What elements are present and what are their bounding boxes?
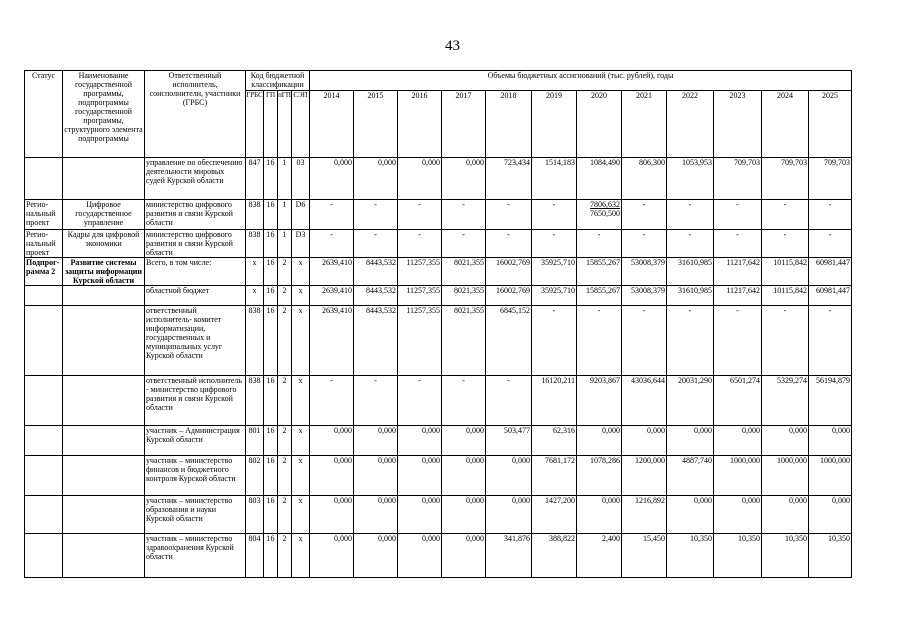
value-cell: 723,434 [486, 158, 532, 200]
pgp-cell: 2 [278, 376, 292, 426]
executor-cell: управление по обеспечению деятельности мировых судей Курской области [145, 158, 246, 200]
value-cell: 4887,740 [667, 456, 714, 496]
name-cell: Развитие системы защиты информации Курской области [63, 258, 145, 286]
table-row [25, 230, 852, 258]
value-cell: - [714, 230, 762, 258]
value-cell: 0,000 [354, 426, 398, 456]
status-cell [25, 496, 63, 534]
value-cell: 10,350 [809, 534, 852, 578]
value-cell: 43036,644 [622, 376, 667, 426]
header-year: 2021 [622, 91, 667, 158]
value-cell: - [809, 306, 852, 376]
value-cell: 0,000 [398, 496, 442, 534]
value-cell: 1216,892 [622, 496, 667, 534]
value-cell: 0,000 [577, 496, 622, 534]
status-cell [25, 286, 63, 306]
value-cell: - [442, 230, 486, 258]
value-cell: - [762, 306, 809, 376]
sep-cell: D3 [292, 230, 310, 258]
value-cell: 9203,867 [577, 376, 622, 426]
value-cell: 806,300 [622, 158, 667, 200]
value-cell: 0,000 [354, 158, 398, 200]
value-cell: - [667, 230, 714, 258]
value-cell: 60981,447 [809, 286, 852, 306]
value-cell: - [667, 306, 714, 376]
header-year: 2019 [532, 91, 577, 158]
value-cell: 1000,000 [762, 456, 809, 496]
value-cell: 0,000 [809, 496, 852, 534]
value-cell: - [762, 230, 809, 258]
name-cell [63, 376, 145, 426]
header-status: Статус [25, 71, 63, 158]
value-cell: - [310, 200, 354, 230]
value-cell: - [667, 200, 714, 230]
value-cell: 11257,355 [398, 258, 442, 286]
value-cell: - [486, 376, 532, 426]
value-cell: 0,000 [714, 426, 762, 456]
header-executor: Ответственный исполнитель, соисполнители, участники (ГРБС) [145, 71, 246, 158]
status-cell: Подпрог-рамма 2 [25, 258, 63, 286]
header-gp: ГП [264, 91, 278, 158]
sep-cell: D6 [292, 200, 310, 230]
value-cell: 10,350 [714, 534, 762, 578]
value-cell: - [622, 306, 667, 376]
value-cell: 31610,985 [667, 286, 714, 306]
sep-cell: х [292, 496, 310, 534]
value-cell: 0,000 [667, 426, 714, 456]
value-cell: - [442, 376, 486, 426]
value-cell: - [532, 200, 577, 230]
sep-cell: 03 [292, 158, 310, 200]
executor-cell: министерство цифрового развития и связи Курской области [145, 200, 246, 230]
value-cell: 16002,769 [486, 258, 532, 286]
name-cell [63, 286, 145, 306]
header-grbs: ГРБС [246, 91, 264, 158]
value-cell: 0,000 [398, 158, 442, 200]
value-cell: 10115,842 [762, 286, 809, 306]
value-cell: 1427,200 [532, 496, 577, 534]
header-year: 2016 [398, 91, 442, 158]
pgp-cell: 1 [278, 200, 292, 230]
page-number: 43 [445, 38, 460, 54]
value-cell: 2639,410 [310, 306, 354, 376]
value-cell: 0,000 [398, 426, 442, 456]
gp-cell: 16 [264, 286, 278, 306]
gp-cell: 16 [264, 376, 278, 426]
executor-cell: ответственный исполнитель - министерство цифрового развития и связи Курской области [145, 376, 246, 426]
grbs-cell: 838 [246, 376, 264, 426]
value-cell: 11257,355 [398, 286, 442, 306]
value-cell: 10,350 [762, 534, 809, 578]
value-cell: 503,477 [486, 426, 532, 456]
value-cell: - [714, 306, 762, 376]
status-cell [25, 456, 63, 496]
value-cell: 8021,355 [442, 306, 486, 376]
name-cell [63, 534, 145, 578]
value-cell: 5329,274 [762, 376, 809, 426]
value-cell: 0,000 [622, 426, 667, 456]
value-cell: 15855,267 [577, 258, 622, 286]
value-cell: 60981,447 [809, 258, 852, 286]
status-cell [25, 534, 63, 578]
value-cell: 0,000 [354, 456, 398, 496]
value-cell: 0,000 [354, 534, 398, 578]
value-cell: 0,000 [442, 534, 486, 578]
value-cell: 8443,532 [354, 286, 398, 306]
value-cell: 0,000 [762, 426, 809, 456]
value-cell: 0,000 [486, 496, 532, 534]
pgp-cell: 2 [278, 306, 292, 376]
table-row [25, 286, 852, 306]
name-cell [63, 426, 145, 456]
value-cell: - [486, 230, 532, 258]
value-cell: 56194,879 [809, 376, 852, 426]
value-cell: 341,876 [486, 534, 532, 578]
grbs-cell: 838 [246, 200, 264, 230]
value-cell: 0,000 [442, 456, 486, 496]
value-cell: - [622, 200, 667, 230]
status-cell: Регио-нальный проект [25, 200, 63, 230]
value-cell: 31610,985 [667, 258, 714, 286]
status-cell [25, 306, 63, 376]
value-2020-bottom: 7650,500 [590, 209, 620, 218]
gp-cell: 16 [264, 456, 278, 496]
value-cell: - [532, 306, 577, 376]
table-row [25, 200, 852, 230]
value-cell: 35925,710 [532, 258, 577, 286]
gp-cell: 16 [264, 230, 278, 258]
value-cell: - [398, 376, 442, 426]
status-cell [25, 376, 63, 426]
value-cell: 0,000 [442, 496, 486, 534]
pgp-cell: 1 [278, 158, 292, 200]
header-year: 2024 [762, 91, 809, 158]
executor-cell: Всего, в том числе: [145, 258, 246, 286]
value-cell: 1053,953 [667, 158, 714, 200]
pgp-cell: 2 [278, 496, 292, 534]
header-year: 2023 [714, 91, 762, 158]
value-cell: 0,000 [310, 456, 354, 496]
value-cell: 1000,000 [714, 456, 762, 496]
grbs-cell: 847 [246, 158, 264, 200]
gp-cell: 16 [264, 426, 278, 456]
executor-cell: участник – Администрация Курской области [145, 426, 246, 456]
value-cell: - [398, 200, 442, 230]
grbs-cell: х [246, 286, 264, 306]
table-row [25, 258, 852, 286]
grbs-cell: 803 [246, 496, 264, 534]
header-sep: СЭП [292, 91, 310, 158]
value-cell: 62,316 [532, 426, 577, 456]
header-year: 2015 [354, 91, 398, 158]
table-row [25, 534, 852, 578]
sep-cell: х [292, 258, 310, 286]
pgp-cell: 1 [278, 230, 292, 258]
pgp-cell: 2 [278, 426, 292, 456]
sep-cell: х [292, 376, 310, 426]
value-cell: 35925,710 [532, 286, 577, 306]
value-cell: 2639,410 [310, 258, 354, 286]
value-cell: 16120,211 [532, 376, 577, 426]
value-cell: 388,822 [532, 534, 577, 578]
sep-cell: х [292, 456, 310, 496]
value-cell: 8443,532 [354, 306, 398, 376]
executor-cell: министерство цифрового развития и связи Курской области [145, 230, 246, 258]
budget-table [24, 70, 852, 578]
value-cell: 0,000 [354, 496, 398, 534]
grbs-cell: 801 [246, 426, 264, 456]
table-row [25, 158, 852, 200]
value-cell: 11217,642 [714, 286, 762, 306]
value-cell: 0,000 [667, 496, 714, 534]
pgp-cell: 2 [278, 258, 292, 286]
value-cell: 15,450 [622, 534, 667, 578]
value-cell: - [398, 230, 442, 258]
value-cell: 0,000 [809, 426, 852, 456]
value-cell: 0,000 [310, 496, 354, 534]
value-cell: - [486, 200, 532, 230]
header-pgp: пГП [278, 91, 292, 158]
value-cell: 7681,172 [532, 456, 577, 496]
name-cell [63, 456, 145, 496]
executor-cell: участник – министерство образования и науки Курской области [145, 496, 246, 534]
value-cell: 1000,000 [809, 456, 852, 496]
value-cell: 709,703 [714, 158, 762, 200]
pgp-cell: 2 [278, 534, 292, 578]
value-cell: - [622, 230, 667, 258]
value-cell: 0,000 [310, 158, 354, 200]
header-year: 2014 [310, 91, 354, 158]
value-cell: 1514,183 [532, 158, 577, 200]
gp-cell: 16 [264, 258, 278, 286]
value-cell: 8443,532 [354, 258, 398, 286]
value-cell: 1084,490 [577, 158, 622, 200]
sep-cell: х [292, 534, 310, 578]
value-cell: - [354, 376, 398, 426]
name-cell [63, 158, 145, 200]
value-cell: - [354, 230, 398, 258]
value-cell: - [532, 230, 577, 258]
gp-cell: 16 [264, 158, 278, 200]
value-cell: 709,703 [809, 158, 852, 200]
header-year: 2018 [486, 91, 532, 158]
value-cell: 53008,379 [622, 286, 667, 306]
value-cell: 0,000 [442, 426, 486, 456]
value-cell: 6845,152 [486, 306, 532, 376]
value-cell: 8021,355 [442, 258, 486, 286]
value-cell: - [809, 200, 852, 230]
grbs-cell: 802 [246, 456, 264, 496]
table-row [25, 496, 852, 534]
value-cell: 0,000 [486, 456, 532, 496]
status-cell [25, 426, 63, 456]
name-cell: Кадры для цифровой экономики [63, 230, 145, 258]
value-2020-top: 7806,632 [590, 200, 620, 209]
value-cell: 0,000 [310, 534, 354, 578]
table-row [25, 456, 852, 496]
grbs-cell: 804 [246, 534, 264, 578]
grbs-cell: х [246, 258, 264, 286]
value-cell: 709,703 [762, 158, 809, 200]
executor-cell: участник – министерство финансов и бюджетного контроля Курской области [145, 456, 246, 496]
header-name: Наименование государственной программы, подпрограммы государственной программы, структурного элемента подпрограммы [63, 71, 145, 158]
value-cell: - [714, 200, 762, 230]
table-row [25, 376, 852, 426]
value-cell: 8021,355 [442, 286, 486, 306]
value-cell: 1200,000 [622, 456, 667, 496]
executor-cell: областной бюджет [145, 286, 246, 306]
value-cell: 10,350 [667, 534, 714, 578]
header-year: 2017 [442, 91, 486, 158]
table-row [25, 426, 852, 456]
value-cell: 0,000 [442, 158, 486, 200]
value-cell: - [354, 200, 398, 230]
value-cell: 0,000 [398, 534, 442, 578]
gp-cell: 16 [264, 496, 278, 534]
gp-cell: 16 [264, 306, 278, 376]
pgp-cell: 2 [278, 286, 292, 306]
value-cell: - [577, 306, 622, 376]
status-cell: Регио-нальный проект [25, 230, 63, 258]
sep-cell: х [292, 306, 310, 376]
header-volumes: Объемы бюджетных ассигнований (тыс. рублей), годы [310, 71, 852, 91]
sep-cell: х [292, 426, 310, 456]
executor-cell: ответственный исполнитель- комитет информатизации, государственных и муниципальных услуг Курской области [145, 306, 246, 376]
value-cell: - [577, 230, 622, 258]
value-cell: 0,000 [398, 456, 442, 496]
value-cell: 6501,274 [714, 376, 762, 426]
value-cell: 2,400 [577, 534, 622, 578]
value-cell: - [762, 200, 809, 230]
name-cell: Цифровое государственное управление [63, 200, 145, 230]
value-cell: 0,000 [762, 496, 809, 534]
grbs-cell: 838 [246, 306, 264, 376]
header-year: 2025 [809, 91, 852, 158]
value-cell [577, 200, 622, 230]
grbs-cell: 838 [246, 230, 264, 258]
value-cell: - [809, 230, 852, 258]
value-cell: 0,000 [310, 426, 354, 456]
status-cell [25, 158, 63, 200]
executor-cell: участник – министерство здравоохранения Курской области [145, 534, 246, 578]
value-cell: 11217,642 [714, 258, 762, 286]
value-cell: 0,000 [577, 426, 622, 456]
value-cell: 10115,842 [762, 258, 809, 286]
value-cell: 11257,355 [398, 306, 442, 376]
value-cell: - [442, 200, 486, 230]
table-row [25, 306, 852, 376]
value-cell: 0,000 [714, 496, 762, 534]
name-cell [63, 306, 145, 376]
value-cell: 53008,379 [622, 258, 667, 286]
header-year: 2020 [577, 91, 622, 158]
value-cell: - [310, 376, 354, 426]
value-cell: 1078,286 [577, 456, 622, 496]
gp-cell: 16 [264, 200, 278, 230]
value-cell: 15855,267 [577, 286, 622, 306]
value-cell: - [310, 230, 354, 258]
value-cell: 20031,290 [667, 376, 714, 426]
sep-cell: х [292, 286, 310, 306]
value-cell: 2639,410 [310, 286, 354, 306]
name-cell [63, 496, 145, 534]
header-year: 2022 [667, 91, 714, 158]
gp-cell: 16 [264, 534, 278, 578]
value-cell: 16002,769 [486, 286, 532, 306]
header-budget-code: Код бюджетной классификации [246, 71, 310, 91]
pgp-cell: 2 [278, 456, 292, 496]
